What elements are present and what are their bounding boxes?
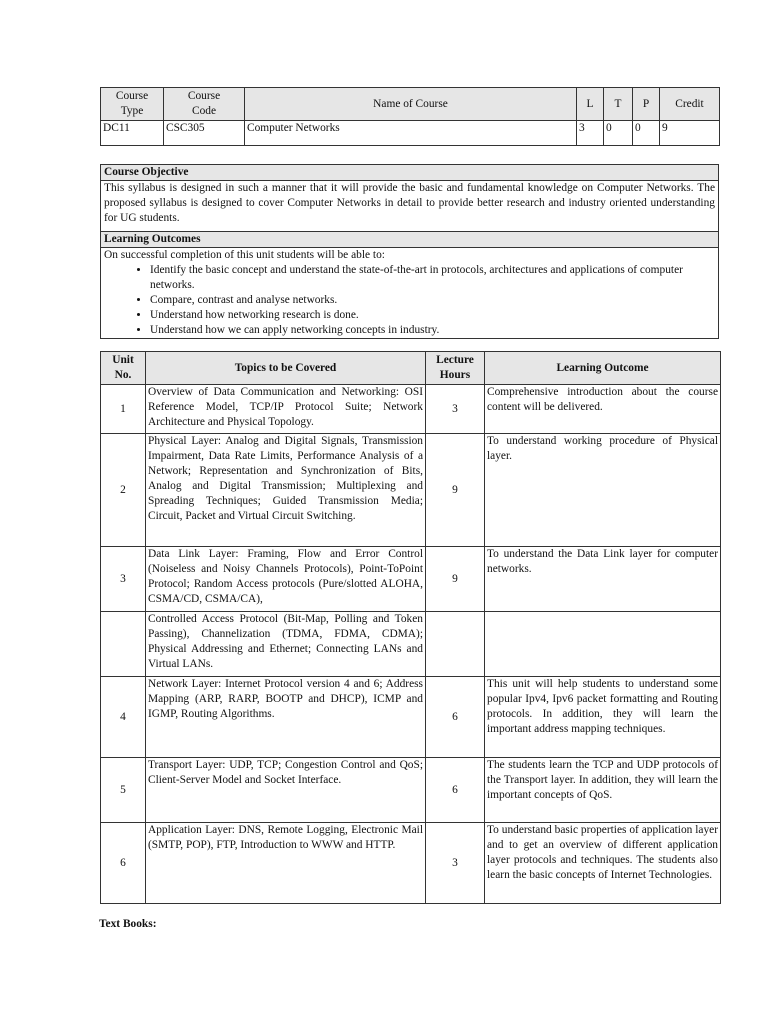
unit-no: 6 xyxy=(101,823,146,904)
unit-hours xyxy=(426,612,485,677)
unit-no: 5 xyxy=(101,758,146,823)
table-row xyxy=(101,677,721,758)
course-objective-title: Course Objective xyxy=(101,165,719,181)
outcome-item: • Identify the basic concept and understand the state-of-the-art in protocols, architectures and applications of computer networks. xyxy=(150,263,715,293)
unit-topics: Data Link Layer: Framing, Flow and Error Control (Noiseless and Noisy Channels Protocols), Point-ToPoint Protocol; Random Access protocols (Pure/slotted ALOHA, CSMA/CD, CSMA/CA), xyxy=(146,547,426,612)
unit-hours: 3 xyxy=(426,823,485,904)
units-table-header xyxy=(101,352,721,385)
course-name: Computer Networks xyxy=(245,121,577,146)
table-row xyxy=(101,385,721,434)
table-row xyxy=(101,612,721,677)
unit-topics: Network Layer: Internet Protocol version 4 and 6; Address Mapping (ARP, RARP, BOOTP and DHCP), ICMP and IGMP, Routing Algorithms. xyxy=(146,677,426,758)
unit-outcome: To understand the Data Link layer for computer networks. xyxy=(485,547,721,612)
unit-hours: 6 xyxy=(426,758,485,823)
unit-no: 3 xyxy=(101,547,146,612)
course-credit: 9 xyxy=(660,121,720,146)
header-p: P xyxy=(633,88,660,121)
table-row xyxy=(101,823,721,904)
unit-hours: 3 xyxy=(426,385,485,434)
header-credit: Credit xyxy=(660,88,720,121)
header-lecture-hours: Lecture Hours xyxy=(426,352,485,385)
unit-topics: Controlled Access Protocol (Bit-Map, Polling and Token Passing), Channelization (TDMA, FDMA, CDMA); Physical Addressing and Ethernet; Connecting LANs and Virtual LANs. xyxy=(146,612,426,677)
unit-no: 1 xyxy=(101,385,146,434)
table-row xyxy=(101,547,721,612)
table-row xyxy=(101,434,721,547)
learning-outcomes-intro: On successful completion of this unit students will be able to: xyxy=(104,249,385,261)
unit-hours: 9 xyxy=(426,434,485,547)
outcome-item: • Understand how networking research is done. xyxy=(150,308,715,323)
header-course-code: Course Code xyxy=(164,88,245,121)
unit-no xyxy=(101,612,146,677)
units-table xyxy=(100,351,721,904)
unit-topics: Transport Layer: UDP, TCP; Congestion Control and QoS; Client-Server Model and Socket Interface. xyxy=(146,758,426,823)
unit-outcome: This unit will help students to understand some popular Ipv4, Ipv6 packet formatting and Routing protocols. In addition, they will learn the important address mapping techniques. xyxy=(485,677,721,758)
unit-outcome xyxy=(485,612,721,677)
header-l: L xyxy=(577,88,604,121)
learning-outcomes-title: Learning Outcomes xyxy=(101,232,719,248)
course-p: 0 xyxy=(633,121,660,146)
course-l: 3 xyxy=(577,121,604,146)
objective-outcomes-box xyxy=(100,164,719,339)
header-learning-outcome: Learning Outcome xyxy=(485,352,721,385)
unit-outcome: Comprehensive introduction about the course content will be delivered. xyxy=(485,385,721,434)
header-t: T xyxy=(604,88,633,121)
course-code: CSC305 xyxy=(164,121,245,146)
header-topics: Topics to be Covered xyxy=(146,352,426,385)
header-course-type: Course Type xyxy=(101,88,164,121)
header-course-name: Name of Course xyxy=(245,88,577,121)
course-type: DC11 xyxy=(101,121,164,146)
course-t: 0 xyxy=(604,121,633,146)
course-table-header xyxy=(101,88,720,121)
header-unit-no: Unit No. xyxy=(101,352,146,385)
unit-topics: Application Layer: DNS, Remote Logging, Electronic Mail (SMTP, POP), FTP, Introduction to WWW and HTTP. xyxy=(146,823,426,904)
unit-hours: 9 xyxy=(426,547,485,612)
unit-outcome: The students learn the TCP and UDP protocols of the Transport layer. In addition, they will learn the important concepts of QoS. xyxy=(485,758,721,823)
unit-no: 4 xyxy=(101,677,146,758)
unit-topics: Physical Layer: Analog and Digital Signals, Transmission Impairment, Data Rate Limits, Performance Analysis of a Network; Representation and Synchronization of Bits, Analog and Digital Transmission; Multiplexing and Spreading Techniques; Guided Transmission Media; Circuit, Packet and Virtual Circuit Switching. xyxy=(146,434,426,547)
outcome-item: • Compare, contrast and analyse networks. xyxy=(150,293,715,308)
unit-no: 2 xyxy=(101,434,146,547)
unit-hours: 6 xyxy=(426,677,485,758)
unit-outcome: To understand working procedure of Physical layer. xyxy=(485,434,721,547)
course-table-row xyxy=(101,121,720,146)
course-info-table xyxy=(100,87,720,146)
learning-outcomes-body xyxy=(101,248,719,339)
course-objective-text: This syllabus is designed in such a manner that it will provide the basic and fundamental knowledge on Computer Networks. The proposed syllabus is designed to cover Computer Networks in detail to provide better research and industry oriented understanding for UG students. xyxy=(101,181,719,232)
table-row xyxy=(101,758,721,823)
learning-outcomes-list xyxy=(104,263,715,338)
outcome-item: • Understand how we can apply networking concepts in industry. xyxy=(150,323,715,338)
unit-outcome: To understand basic properties of application layer and to get an overview of different application layer protocols and techniques. The students also learn the basic concepts of Internet Technologies. xyxy=(485,823,721,904)
text-books-heading: Text Books: xyxy=(99,918,157,930)
unit-topics: Overview of Data Communication and Networking: OSI Reference Model, TCP/IP Protocol Suite; Network Architecture and Physical Topology. xyxy=(146,385,426,434)
